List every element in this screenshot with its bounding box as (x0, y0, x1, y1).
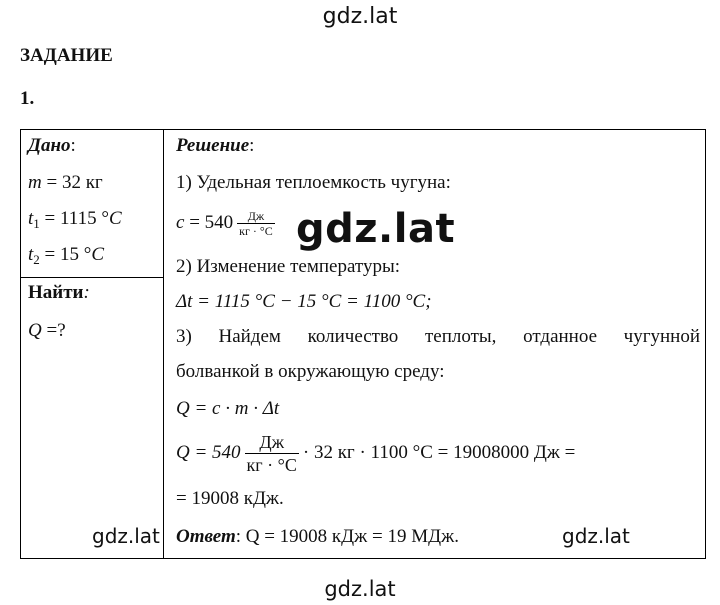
task-number: 1. (20, 88, 35, 109)
watermark-bottom-left: gdz.lat (92, 524, 160, 548)
solution-table (20, 129, 706, 559)
watermark-bottom-right: gdz.lat (562, 524, 630, 548)
heat-calculation: Q = 540 $\frac{Дж}{кг \cdot ^\circ C}$ · 32 кг · 1100 °C = 19008000 Дж = (176, 432, 576, 476)
calc-fraction: $\frac{Дж}{кг \cdot ^\circ C}$ (246, 432, 297, 476)
step1-text: 1) Удельная теплоемкость чугуна: (176, 172, 451, 193)
watermark-bottom: gdz.lat (324, 577, 396, 601)
solution-label: Решение: (176, 135, 255, 156)
find-label: Найти: (28, 282, 90, 303)
row-divider (21, 277, 164, 278)
section-heading: ЗАДАНИЕ (20, 45, 113, 66)
given-t1: $t_1 = 1115$ °C (28, 208, 122, 231)
step3-line2: болванкой в окружающую среду: (176, 361, 445, 382)
delta-t-line: Δt = 1115 °C − 15 °C = 1100 °C; (176, 291, 432, 312)
answer-line: Ответ: Q = 19008 кДж = 19 МДж. (176, 526, 459, 547)
column-divider (163, 130, 164, 558)
given-mass: m = 32 кг (28, 172, 103, 193)
find-q: Q =? (28, 320, 66, 341)
calc-result-line: = 19008 кДж. (176, 488, 284, 509)
watermark-top: gdz.lat (322, 4, 398, 29)
step3-text: 3) Найдем количество теплоты, отданное чугунной (176, 326, 701, 347)
step2-text: 2) Изменение температуры: (176, 256, 401, 277)
specific-heat-formula: c = 540 $\frac{Дж}{кг \cdot ^\circ C}$ (176, 209, 273, 239)
given-t2: $t_2 = 15$ °C (28, 244, 105, 267)
heat-formula: Q = c · m · Δt (176, 398, 280, 419)
specific-heat-fraction: $\frac{Дж}{кг \cdot ^\circ C}$ (239, 209, 273, 239)
watermark-center: gdz.lat (296, 206, 456, 252)
given-label: Дано: (28, 135, 76, 156)
